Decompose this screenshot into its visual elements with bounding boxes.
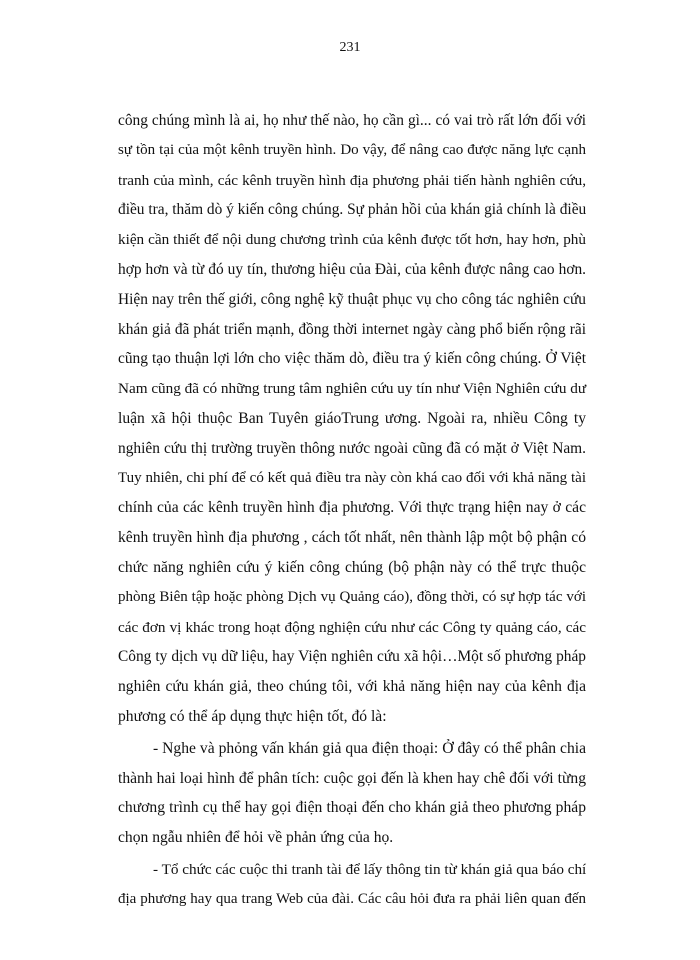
text-line: Hiện nay trên thế giới, công nghệ kỹ thuật phục vụ cho công tác nghiên cứu [118, 290, 586, 308]
text-line: điều tra, thăm dò ý kiến công chúng. Sự phản hồi của khán giả chính là điều [118, 201, 587, 219]
text-line: cũng tạo thuận lợi lớn cho việc thăm dò, điều tra ý kiến công chúng. Ở Việt [118, 350, 586, 368]
text-line: - Tổ chức các cuộc thi tranh tài để lấy thông tin từ khán giả qua báo chí [153, 860, 587, 878]
text-line: Công ty dịch vụ dữ liệu, hay Viện nghiên cứu xã hội…Một số phương pháp [118, 648, 586, 666]
text-line: chức năng nghiên cứu ý kiến công chúng (bộ phận này có thể trực thuộc [118, 558, 586, 576]
text-line: kiện cần thiết để nội dung chương trình của kênh được tốt hơn, hay hơn, phù [118, 231, 586, 249]
text-line: chính của các kênh truyền hình địa phương. Với thực trạng hiện nay ở các [118, 499, 586, 517]
text-line: hợp hơn và từ đó uy tín, thương hiệu của Đài, của kênh được nâng cao hơn. [118, 260, 586, 278]
paragraph-intro [118, 106, 586, 732]
paragraph-contests [118, 855, 586, 915]
text-line: thành hai loại hình để phân tích: cuộc gọi đến là khen hay chê đối với từng [118, 769, 586, 787]
text-line: phương có thể áp dụng thực hiện tốt, đó là: [118, 707, 387, 725]
text-line: địa phương hay qua trang Web của đài. Các câu hỏi đưa ra phải liên quan đến [118, 890, 586, 907]
text-line: nghiên cứu khán giả, theo chúng tôi, với khả năng hiện nay của kênh địa [118, 678, 586, 696]
paragraph-phone-interview [118, 734, 586, 853]
page-number: 231 [339, 40, 361, 55]
text-line: - Nghe và phỏng vấn khán giả qua điện thoại: Ở đây có thể phân chia [153, 739, 586, 757]
text-line: phòng Biên tập hoặc phòng Dịch vụ Quảng cáo), đồng thời, có sự hợp tác với [118, 588, 586, 605]
text-line: các đơn vị khác trong hoạt động nghiện cứu như các Công ty quảng cáo, các [118, 618, 586, 636]
text-line: luận xã hội thuộc Ban Tuyên giáoTrung ương. Ngoài ra, nhiều Công ty [118, 409, 586, 427]
text-line: kênh truyền hình địa phương , cách tốt nhất, nên thành lập một bộ phận có [118, 529, 586, 547]
text-line: chọn ngẫu nhiên để hỏi về phản ứng của họ. [118, 829, 394, 847]
text-line: tranh của mình, các kênh truyền hình địa phương phải tiến hành nghiên cứu, [118, 171, 586, 189]
text-line: nghiên cứu thị trường truyền thông nước ngoài cũng đã có mặt ở Việt Nam. [118, 439, 586, 457]
text-line: sự tồn tại của một kênh truyền hình. Do vậy, để nâng cao được năng lực cạnh [118, 141, 586, 158]
text-line: khán giả đã phát triển mạnh, đồng thời internet ngày càng phổ biến rộng rãi [118, 320, 586, 338]
text-line: công chúng mình là ai, họ như thế nào, họ cần gì... có vai trò rất lớn đối với [118, 112, 586, 129]
text-line: Nam cũng đã có những trung tâm nghiên cứu uy tín như Viện Nghiên cứu dư [118, 380, 587, 398]
body-text [118, 106, 586, 915]
text-line: chương trình cụ thể hay gọi điện thoại đến cho khán giả theo phương pháp [118, 799, 586, 817]
text-line: Tuy nhiên, chi phí để có kết quả điều tra này còn khá cao đối với khả năng tài [118, 469, 586, 486]
